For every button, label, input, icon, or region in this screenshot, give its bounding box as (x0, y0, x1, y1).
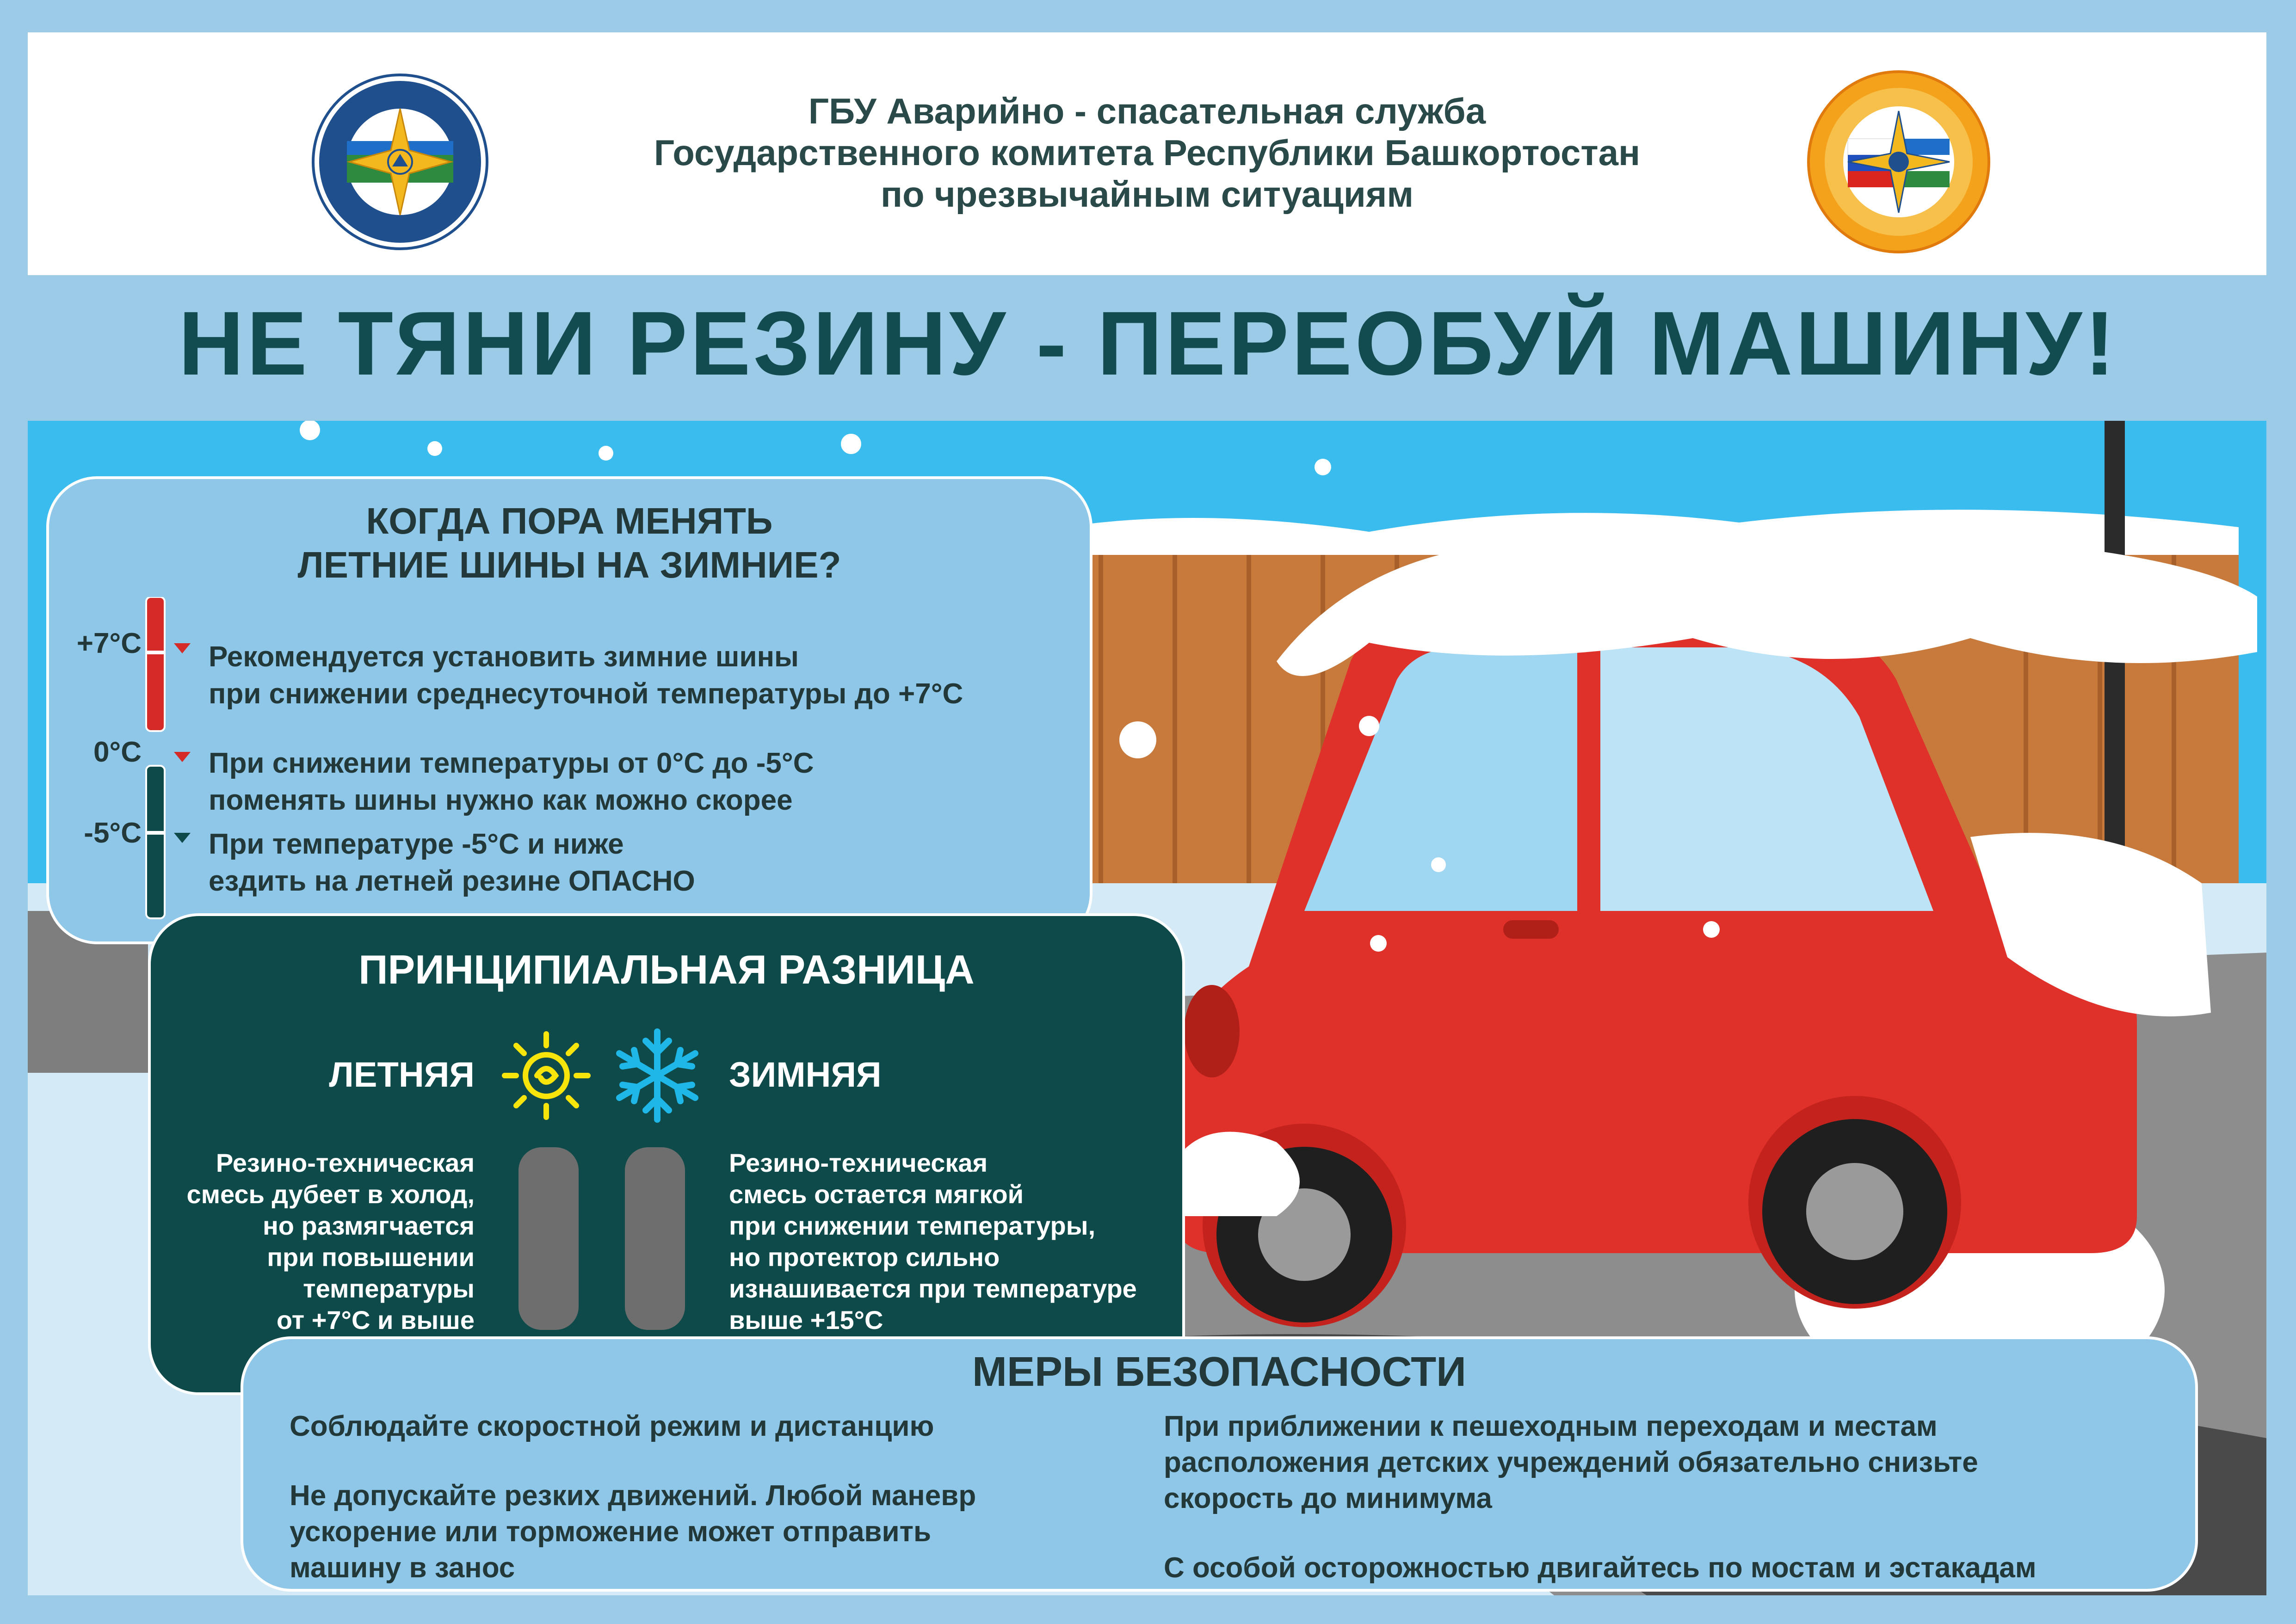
safety-title: МЕРЫ БЕЗОПАСНОСТИ (972, 1349, 1466, 1395)
sun-icon (500, 1029, 593, 1122)
safety-right-item2: С особой осторожностью двигайтесь по мостам и эстакадам (1164, 1552, 2037, 1584)
temp-zero-label: 0°C (93, 736, 142, 768)
summer-desc-line: от +7°C и выше (276, 1305, 475, 1335)
when-title-line1: КОГДА ПОРА МЕНЯТЬ (366, 500, 773, 541)
temp-minus5-label: -5°C (84, 817, 142, 849)
temp-plus7-label: +7°C (76, 627, 142, 659)
rec2-line2: поменять шины нужно как можно скорее (209, 784, 793, 816)
safety-left-item1: Соблюдайте скоростной режим и дистанцию (290, 1410, 934, 1442)
summer-desc-line: Резино-техническая (216, 1148, 475, 1177)
winter-desc-line: изнашивается при температуре (729, 1274, 1137, 1303)
thermometer-scale (144, 597, 167, 921)
safety-left-item2-line3: машину в занос (290, 1552, 515, 1584)
summer-description (151, 1147, 475, 1336)
summer-tire-icon (518, 1147, 579, 1330)
org-name-line1: ГБУ Аварийно - спасательная служба (808, 91, 1486, 131)
winter-desc-line: выше +15°C (729, 1305, 883, 1335)
when-to-change-panel (46, 476, 1092, 944)
safety-left-item2-line1: Не допускайте резких движений. Любой маневр (290, 1480, 976, 1512)
snowflake-icon (609, 1027, 706, 1124)
winter-tire-icon (625, 1147, 685, 1330)
rec1-line2: при снижении среднесуточной температуры до +7°C (209, 678, 963, 710)
summer-desc-line: температуры (303, 1274, 475, 1303)
winter-desc-line: при снижении температуры, (729, 1211, 1096, 1240)
winter-label: ЗИМНЯЯ (729, 1055, 882, 1095)
rec3-line1: При температуре -5°C и ниже (209, 828, 624, 860)
safety-left-item2-line2: ускорение или торможение может отправить (290, 1516, 932, 1548)
principal-difference-panel (148, 913, 1185, 1395)
red-marker-icon (174, 752, 191, 762)
safety-right-item1-line3: скорость до минимума (1164, 1483, 1492, 1514)
winter-desc-line: но протектор сильно (729, 1243, 1000, 1272)
summer-desc-line: но размягчается (262, 1211, 475, 1240)
rec2-line1: При снижении температуры от 0°C до -5°C (209, 747, 814, 779)
winter-desc-line: смесь остается мягкой (729, 1180, 1024, 1209)
safety-measures-panel (241, 1336, 2198, 1592)
summer-desc-line: при повышении (267, 1243, 475, 1272)
org-name-line2: Государственного комитета Республики Башкортостан (654, 132, 1641, 173)
rec3-line2: ездить на летней резине ОПАСНО (209, 865, 695, 897)
difference-title: ПРИНЦИПИАЛЬНАЯ РАЗНИЦА (358, 947, 975, 992)
summer-label: ЛЕТНЯЯ (329, 1055, 475, 1095)
when-title-line2: ЛЕТНИЕ ШИНЫ НА ЗИМНИЕ? (297, 544, 841, 585)
dark-marker-icon (174, 833, 191, 843)
summer-desc-line: смесь дубеет в холод, (186, 1180, 475, 1209)
winter-desc-line: Резино-техническая (729, 1148, 988, 1177)
rec1-line1: Рекомендуется установить зимние шины (209, 641, 799, 673)
winter-description (729, 1147, 1173, 1336)
header-banner (28, 32, 2266, 275)
safety-right-item1-line1: При приближении к пешеходным переходам и местам (1164, 1410, 1938, 1442)
main-headline: НЕ ТЯНИ РЕЗИНУ - ПЕРЕОБУЙ МАШИНУ! (178, 293, 2118, 394)
safety-right-item1-line2: расположения детских учреждений обязательно снизьте (1164, 1446, 1978, 1478)
red-marker-icon (174, 643, 191, 653)
org-name-line3: по чрезвычайным ситуациям (880, 174, 1414, 215)
